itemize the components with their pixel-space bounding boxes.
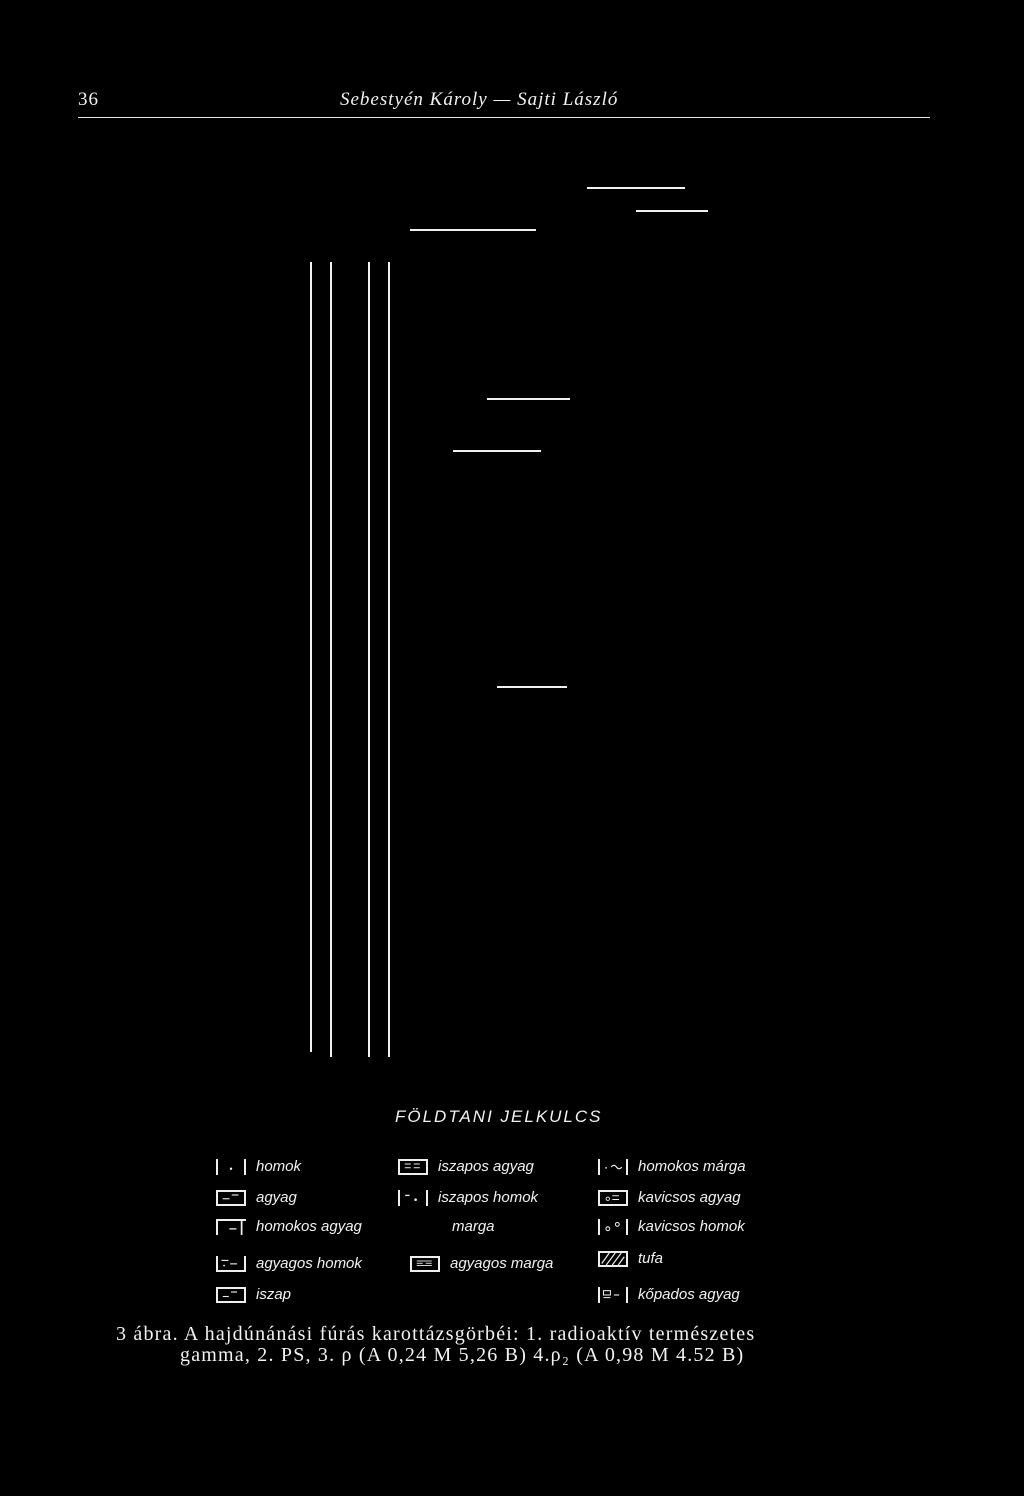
log-mark bbox=[453, 450, 541, 452]
legend-label: kőpados agyag bbox=[638, 1286, 740, 1303]
legend-label: kavicsos homok bbox=[638, 1218, 745, 1235]
legend-item-tufa bbox=[598, 1250, 663, 1267]
legend-title: FÖLDTANI JELKULCS bbox=[395, 1107, 603, 1126]
tufa-symbol-icon bbox=[598, 1251, 628, 1267]
log-curve-line bbox=[310, 262, 312, 1052]
legend-label: iszapos agyag bbox=[438, 1158, 534, 1175]
figure-caption-line-2: gamma, 2. PS, 3. ρ (A 0,24 M 5,26 B) 4.ρ₂ (A 0,98 M 4.52 B) bbox=[180, 1344, 745, 1366]
legend-label: iszapos homok bbox=[438, 1189, 539, 1206]
legend-item-homok bbox=[216, 1158, 301, 1175]
legend-item-iszap bbox=[216, 1286, 291, 1303]
figure-caption-line-1: 3 ábra. A hajdúnánási fúrás karottázsgörbéi: 1. radioaktív természetes bbox=[116, 1323, 756, 1345]
legend-item-marga bbox=[452, 1218, 495, 1235]
legend-item-iszapos-agyag bbox=[398, 1158, 534, 1175]
log-mark bbox=[587, 187, 685, 189]
legend-item-kavicsos-agyag bbox=[598, 1189, 741, 1206]
kavicsos-agyag-symbol-icon bbox=[598, 1190, 628, 1206]
legend-label: agyag bbox=[256, 1189, 297, 1206]
legend-item-agyagos-marga bbox=[410, 1255, 553, 1272]
log-mark bbox=[487, 398, 570, 400]
legend-label: agyagos homok bbox=[256, 1255, 362, 1272]
legend-item-kopados-agyag bbox=[598, 1286, 740, 1303]
legend-label: tufa bbox=[638, 1250, 664, 1267]
homokos-agyag-symbol-icon bbox=[216, 1219, 246, 1235]
iszap-symbol-icon bbox=[216, 1287, 246, 1303]
log-curve-line bbox=[368, 262, 370, 1057]
iszapos-agyag-symbol-icon bbox=[398, 1159, 428, 1175]
agyagos-marga-symbol-icon bbox=[410, 1256, 440, 1272]
legend-item-homokos-agyag bbox=[216, 1218, 362, 1235]
legend-item-iszapos-homok bbox=[398, 1189, 538, 1206]
iszapos-homok-symbol-icon bbox=[398, 1190, 428, 1206]
log-curve-line bbox=[330, 262, 332, 1057]
page-number: 36 bbox=[78, 89, 99, 110]
homok-symbol-icon bbox=[216, 1159, 246, 1175]
legend-label: homok bbox=[256, 1158, 302, 1175]
header-rule bbox=[78, 117, 930, 118]
running-header-authors: Sebestyén Károly — Sajti László bbox=[340, 89, 619, 110]
log-curve-line bbox=[388, 262, 390, 1057]
legend-item-kavicsos-homok bbox=[598, 1218, 745, 1235]
log-mark bbox=[410, 229, 536, 231]
homokos-marga-symbol-icon bbox=[598, 1159, 628, 1175]
log-mark bbox=[497, 686, 567, 688]
agyag-symbol-icon bbox=[216, 1190, 246, 1206]
legend-label: homokos agyag bbox=[256, 1218, 362, 1235]
agyagos-homok-symbol-icon bbox=[216, 1256, 246, 1272]
legend-label: homokos márga bbox=[638, 1158, 746, 1175]
legend-label: kavicsos agyag bbox=[638, 1189, 741, 1206]
kavicsos-homok-symbol-icon bbox=[598, 1219, 628, 1235]
legend-item-agyagos-homok bbox=[216, 1255, 362, 1272]
legend-item-agyag bbox=[216, 1189, 297, 1206]
legend-item-homokos-marga bbox=[598, 1158, 746, 1175]
legend-label: agyagos marga bbox=[450, 1255, 554, 1272]
kopados-agyag-symbol-icon bbox=[598, 1287, 628, 1303]
log-mark bbox=[636, 210, 708, 212]
legend-label: marga bbox=[452, 1218, 495, 1235]
legend-label: iszap bbox=[256, 1286, 292, 1303]
